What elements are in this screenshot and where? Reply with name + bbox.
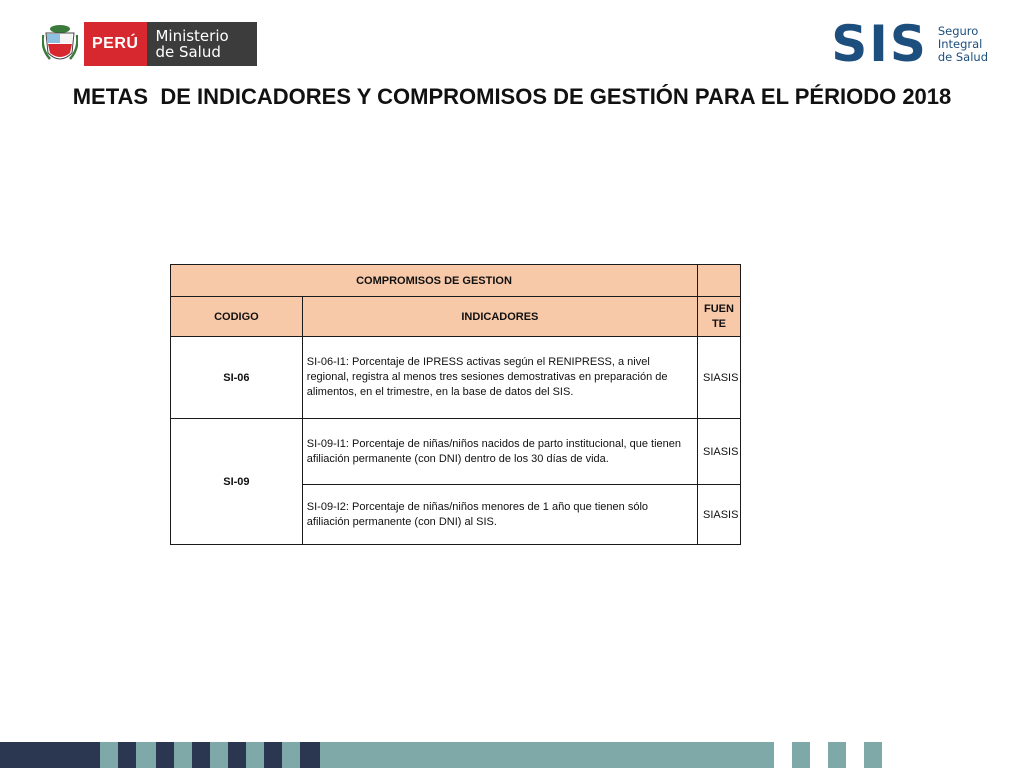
footer-segment [156,742,174,768]
footer-bar [0,742,1024,768]
footer-segment [320,742,774,768]
footer-segment [228,742,246,768]
peru-label: PERÚ [84,22,147,66]
indicator-cell: SI-09-I1: Porcentaje de niñas/niños nacidos de parto institucional, que tienen afiliación permanente (con DNI) dentro de los 30 días de vida. [302,419,697,485]
group-header-cell: COMPROMISOS DE GESTION [171,265,698,297]
footer-segment [300,742,320,768]
sis-fullname [938,25,988,64]
footer-segment [828,742,846,768]
ministry-line-2: de Salud [155,43,221,61]
peru-coat-of-arms-icon [42,23,78,65]
footer-segment [864,742,882,768]
table-row [171,419,741,485]
footer-segment [174,742,192,768]
sis-line-2: Integral [937,36,983,51]
column-header-fuente [697,297,740,337]
footer-segment [246,742,264,768]
footer-segment [0,742,100,768]
fuente-part-1: FUEN [704,302,734,315]
sis-logo [831,15,988,73]
footer-segment [210,742,228,768]
source-cell: SIASIS [697,485,740,545]
column-header-codigo: CODIGO [171,297,303,337]
indicator-cell: SI-09-I2: Porcentaje de niñas/niños menores de 1 año que tienen sólo afiliación permanente (con DNI) al SIS. [302,485,697,545]
column-header-indicadores: INDICADORES [302,297,697,337]
group-header-empty-cell [697,265,740,297]
footer-segment [136,742,156,768]
source-cell: SIASIS [697,419,740,485]
footer-segment [792,742,810,768]
indicator-cell: SI-06-I1: Porcentaje de IPRESS activas según el RENIPRESS, a nivel regional, registra al menos tres sesiones demostrativas en preparación de alimentos, en el trimestre, en la base de datos del SIS. [302,337,697,419]
code-cell: SI-09 [171,419,303,545]
source-cell: SIASIS [697,337,740,419]
footer-segment [264,742,282,768]
footer-segment [118,742,136,768]
footer-segment [100,742,118,768]
sis-line-3: de Salud [937,49,988,64]
table-column-header-row [171,297,741,337]
sis-acronym: SIS [831,15,928,73]
commitments-table [170,264,741,545]
code-cell: SI-06 [171,337,303,419]
page-title: METAS DE INDICADORES Y COMPROMISOS DE GESTIÓN PARA EL PÉRIODO 2018 [72,84,952,109]
fuente-part-2: TE [711,317,727,330]
footer-segment [282,742,300,768]
ministry-name [147,22,257,66]
ministry-line-1: Ministerio [155,27,229,45]
table-row [171,337,741,419]
minsa-logo [42,22,257,66]
table-group-header-row [171,265,741,297]
footer-segment [192,742,210,768]
sis-line-1: Seguro [937,23,979,38]
